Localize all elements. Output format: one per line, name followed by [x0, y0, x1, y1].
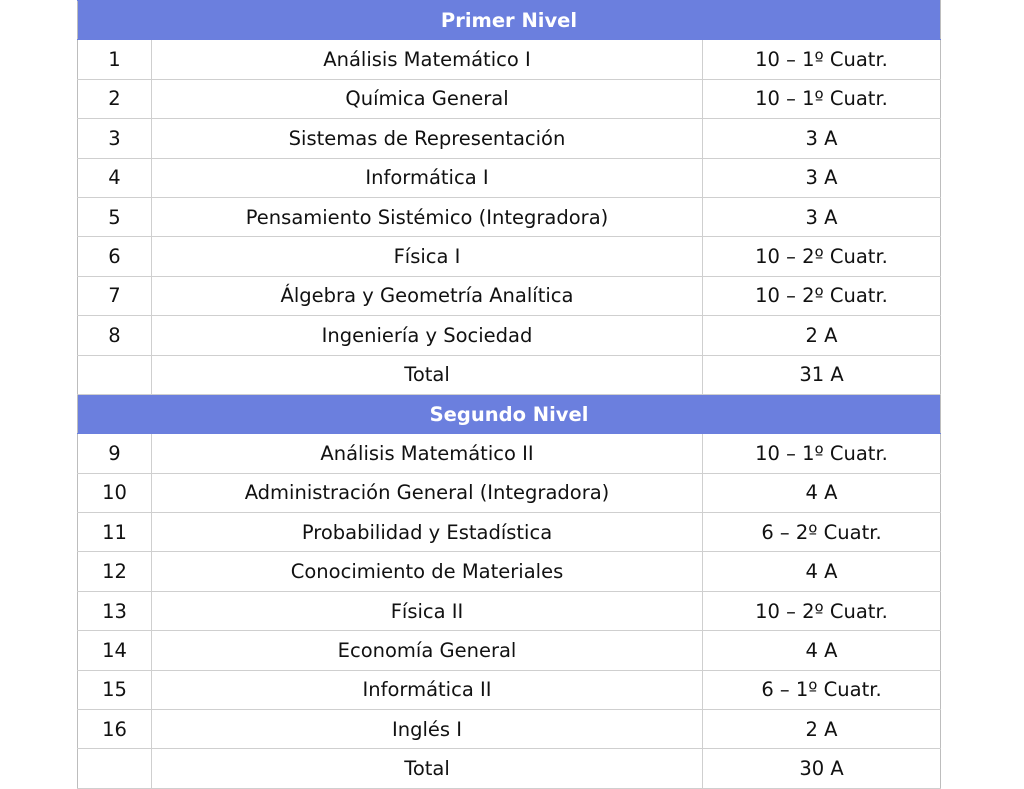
- table-row: [78, 552, 941, 591]
- course-name: Informática II: [152, 670, 703, 709]
- total-empty-cell: [78, 355, 152, 394]
- course-number: 5: [78, 197, 152, 236]
- curriculum-table: [77, 0, 941, 789]
- total-empty-cell: [78, 749, 152, 788]
- course-value: 10 – 1º Cuatr.: [703, 434, 941, 473]
- course-value: 10 – 1º Cuatr.: [703, 40, 941, 79]
- total-value: 30 A: [703, 749, 941, 788]
- level-title: Primer Nivel: [78, 1, 941, 40]
- course-name: Informática I: [152, 158, 703, 197]
- course-name: Química General: [152, 79, 703, 118]
- course-value: 3 A: [703, 197, 941, 236]
- course-name: Análisis Matemático I: [152, 40, 703, 79]
- course-value: 2 A: [703, 316, 941, 355]
- table-row: [78, 40, 941, 79]
- course-number: 2: [78, 79, 152, 118]
- course-number: 8: [78, 316, 152, 355]
- course-number: 12: [78, 552, 152, 591]
- course-number: 11: [78, 513, 152, 552]
- course-number: 15: [78, 670, 152, 709]
- table-row: [78, 591, 941, 630]
- table-row: [78, 79, 941, 118]
- course-name: Análisis Matemático II: [152, 434, 703, 473]
- course-value: 4 A: [703, 552, 941, 591]
- course-value: 2 A: [703, 710, 941, 749]
- total-label: Total: [152, 355, 703, 394]
- total-row: [78, 749, 941, 788]
- course-value: 6 – 2º Cuatr.: [703, 513, 941, 552]
- table-row: [78, 316, 941, 355]
- course-number: 9: [78, 434, 152, 473]
- course-number: 4: [78, 158, 152, 197]
- course-value: 10 – 2º Cuatr.: [703, 237, 941, 276]
- course-number: 1: [78, 40, 152, 79]
- course-name: Economía General: [152, 631, 703, 670]
- course-name: Probabilidad y Estadística: [152, 513, 703, 552]
- course-value: 3 A: [703, 119, 941, 158]
- course-value: 3 A: [703, 158, 941, 197]
- course-number: 6: [78, 237, 152, 276]
- course-number: 3: [78, 119, 152, 158]
- table-row: [78, 513, 941, 552]
- course-number: 14: [78, 631, 152, 670]
- course-name: Pensamiento Sistémico (Integradora): [152, 197, 703, 236]
- table-row: [78, 710, 941, 749]
- course-name: Inglés I: [152, 710, 703, 749]
- table-row: [78, 670, 941, 709]
- course-value: 6 – 1º Cuatr.: [703, 670, 941, 709]
- course-value: 10 – 2º Cuatr.: [703, 591, 941, 630]
- course-value: 10 – 1º Cuatr.: [703, 79, 941, 118]
- course-name: Álgebra y Geometría Analítica: [152, 276, 703, 315]
- course-value: 4 A: [703, 631, 941, 670]
- course-name: Física I: [152, 237, 703, 276]
- level-header-row: [78, 394, 941, 433]
- course-name: Conocimiento de Materiales: [152, 552, 703, 591]
- level-header-row: [78, 1, 941, 40]
- course-name: Ingeniería y Sociedad: [152, 316, 703, 355]
- table-row: [78, 237, 941, 276]
- table-row: [78, 197, 941, 236]
- total-row: [78, 355, 941, 394]
- course-name: Física II: [152, 591, 703, 630]
- course-number: 16: [78, 710, 152, 749]
- total-label: Total: [152, 749, 703, 788]
- course-number: 10: [78, 473, 152, 512]
- course-number: 13: [78, 591, 152, 630]
- level-title: Segundo Nivel: [78, 394, 941, 433]
- course-value: 10 – 2º Cuatr.: [703, 276, 941, 315]
- table-row: [78, 276, 941, 315]
- course-name: Sistemas de Representación: [152, 119, 703, 158]
- course-value: 4 A: [703, 473, 941, 512]
- curriculum-table-body: [78, 1, 941, 789]
- table-row: [78, 631, 941, 670]
- table-row: [78, 119, 941, 158]
- course-number: 7: [78, 276, 152, 315]
- table-row: [78, 434, 941, 473]
- table-row: [78, 473, 941, 512]
- course-name: Administración General (Integradora): [152, 473, 703, 512]
- total-value: 31 A: [703, 355, 941, 394]
- table-row: [78, 158, 941, 197]
